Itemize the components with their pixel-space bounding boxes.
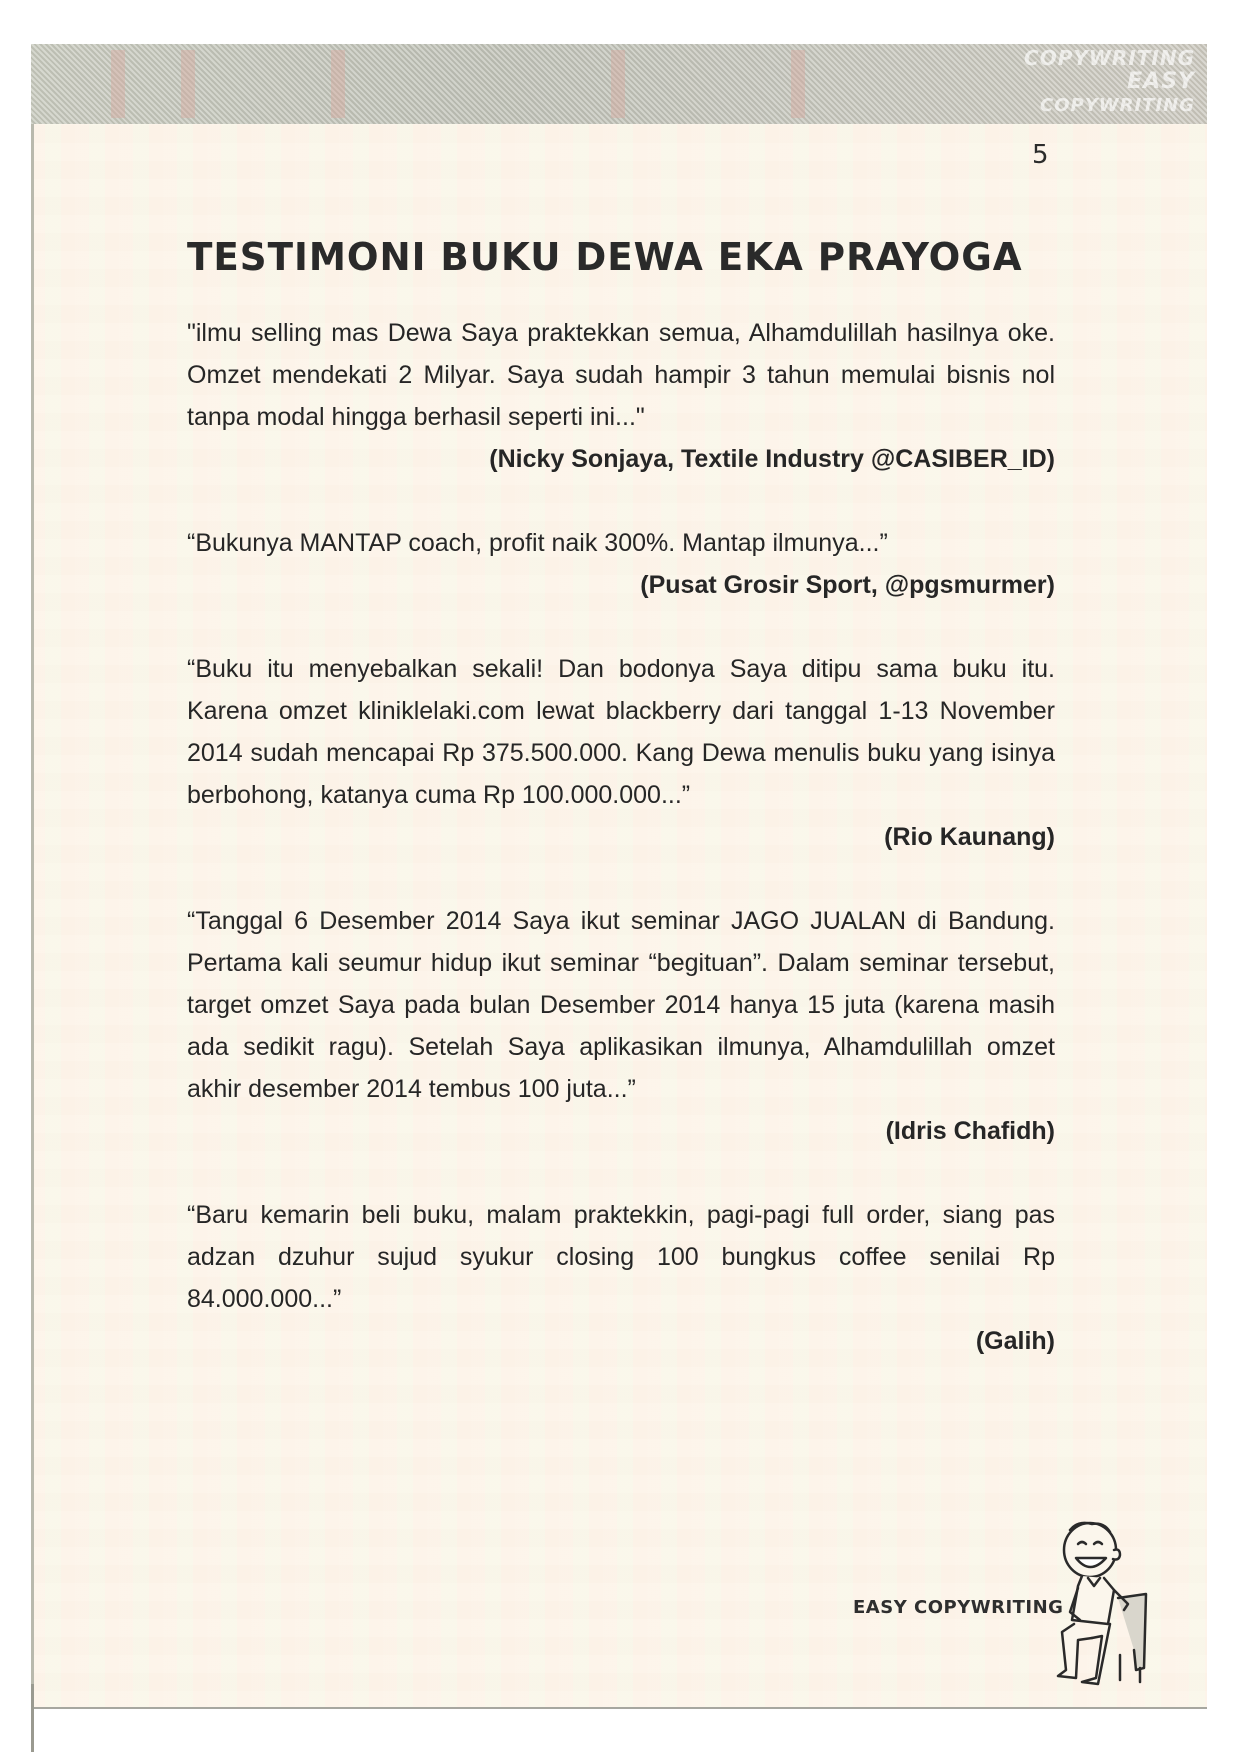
testimonial-author: (Idris Chafidh) [885, 1117, 1055, 1145]
testimonial-quote: “Tanggal 6 Desember 2014 Saya ikut seminar JAGO JUALAN di Bandung. Pertama kali seumur hidup ikut seminar “begituan”. Dalam seminar tersebut, target omzet Saya pada bulan Desember 2014 hanya 15 juta (karena masih ada sedikit ragu). Setelah Saya aplikasikan ilmunya, Alhamdulillah omzet akhir desember 2014 tembus 100 juta...” [187, 907, 1055, 1103]
header-deco-word: EASY [1127, 69, 1195, 94]
header-deco-word: COPYWRITING [1040, 95, 1195, 116]
testimonial-author: (Pusat Grosir Sport, @pgsmurmer) [640, 571, 1055, 599]
page-title: TESTIMONI BUKU DEWA EKA PRAYOGA [187, 235, 1023, 280]
testimonial-quote: “Bukunya MANTAP coach, profit naik 300%. Mantap ilmunya...” [187, 529, 888, 557]
testimonial-item [187, 312, 1055, 480]
page-number: 5 [1032, 140, 1049, 170]
header-stripe [111, 50, 125, 118]
testimonial-item [187, 648, 1055, 858]
testimonial-author: (Nicky Sonjaya, Textile Industry @CASIBER_ID) [489, 445, 1055, 473]
header-stripe [791, 50, 805, 118]
footer-brand: EASY COPYWRITING [853, 1597, 1064, 1618]
testimonial-item [187, 1194, 1055, 1362]
testimonial-item [187, 900, 1055, 1152]
testimonial-author: (Galih) [975, 1327, 1055, 1355]
header-deco-word: COPYWRITING [1024, 46, 1195, 70]
testimonial-quote: “Buku itu menyebalkan sekali! Dan bodonya Saya ditipu sama buku itu. Karena omzet kliniklelaki.com lewat blackberry dari tanggal 1-13 November 2014 sudah mencapai Rp 375.500.000. Kang Dewa menulis buku yang isinya berbohong, katanya cuma Rp 100.000.000...” [187, 655, 1055, 809]
page-edge-shadow [31, 1684, 34, 1752]
testimonial-quote: “Baru kemarin beli buku, malam praktekkin, pagi-pagi full order, siang pas adzan dzuhur sujud syukur closing 100 bungkus coffee senilai Rp 84.000.000...” [187, 1201, 1055, 1313]
testimonial-item [187, 522, 1055, 606]
header-stripe [611, 50, 625, 118]
laughing-man-on-chair-icon [1048, 1520, 1158, 1700]
header-stripe [181, 50, 195, 118]
header-decorative-text [995, 46, 1195, 124]
testimonial-author: (Rio Kaunang) [884, 823, 1055, 851]
testimonial-quote: "ilmu selling mas Dewa Saya praktekkan semua, Alhamdulillah hasilnya oke. Omzet mendekati 2 Milyar. Saya sudah hampir 3 tahun memulai bisnis nol tanpa modal hingga berhasil seperti ini..." [187, 319, 1055, 431]
header-band [31, 44, 1207, 124]
testimonial-list [187, 312, 1055, 1362]
header-stripe [331, 50, 345, 118]
